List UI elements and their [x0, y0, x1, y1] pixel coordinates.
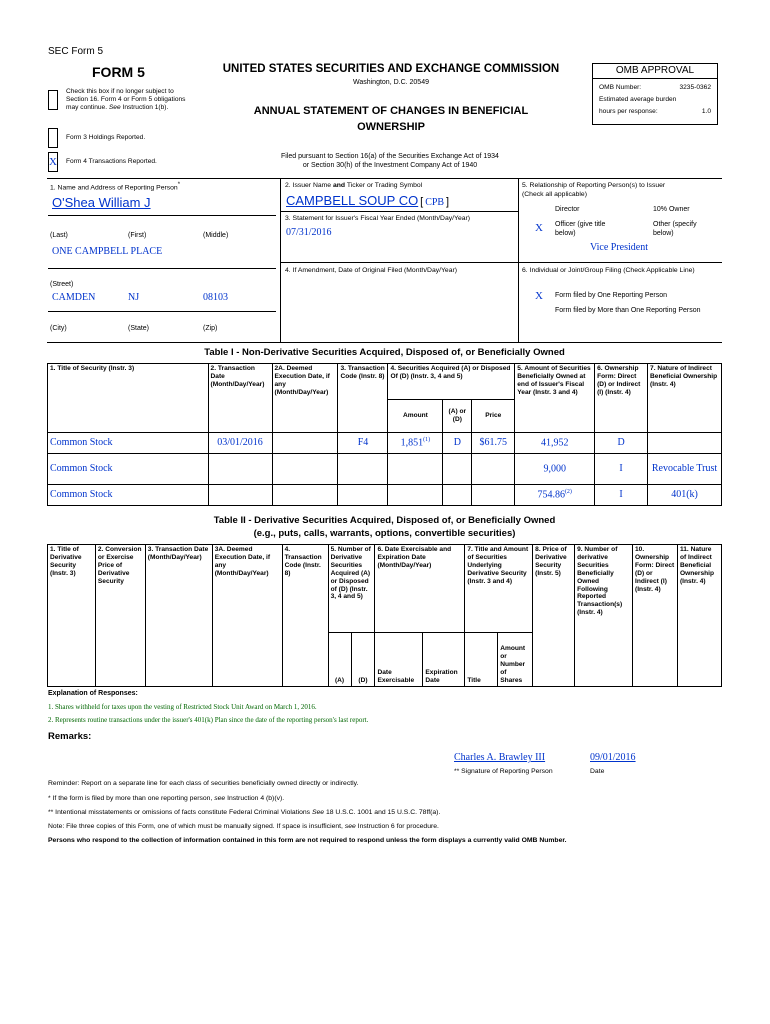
t1-aord	[443, 454, 472, 485]
t1-amount	[388, 454, 443, 485]
t2-h-owned: 9. Number of derivative Securities Beneficially Owned Following Reported Transaction(s) (Instr. 4)	[575, 545, 633, 687]
t2-h-price: 8. Price of Derivative Security (Instr. 5)	[533, 545, 575, 687]
t1-amount	[388, 485, 443, 506]
t1-form: D	[595, 433, 648, 454]
commission-title: UNITED STATES SECURITIES AND EXCHANGE COMMISSION	[222, 63, 560, 75]
checkbox-form4-transactions[interactable]: X	[48, 152, 58, 172]
t2-h-date-ex: Date Exercisable	[375, 633, 423, 687]
t2-h-form: 10. Ownership Form: Direct (D) or Indirect (I) (Instr. 4)	[633, 545, 678, 687]
signature-name: Charles A. Brawley III	[454, 752, 546, 763]
t1-h-aord: (A) or (D)	[443, 400, 472, 433]
omb-number-label: OMB Number:	[599, 84, 642, 91]
t1-h-securities: 4. Securities Acquired (A) or Disposed Of (D) (Instr. 3, 4 and 5)	[388, 364, 515, 400]
t1-price	[472, 454, 515, 485]
t2-h-exp: Expiration Date	[423, 633, 465, 687]
note-reminder: Reminder: Report on a separate line for each class of securities beneficially owned directly or indirectly.	[48, 780, 359, 787]
explanation-title: Explanation of Responses:	[48, 690, 138, 697]
zip-value: 08103	[203, 292, 228, 303]
omb-hours-label: hours per response:	[599, 108, 658, 115]
t2-h-number: 5. Number of Derivative Securities Acquired (A) or Disposed of (D) (Instr. 3, 4 and 5)	[328, 545, 375, 633]
t1-owned: 9,000	[515, 454, 595, 485]
checkbox-form3-holdings[interactable]	[48, 128, 58, 148]
signature-date: 09/01/2016	[590, 752, 636, 763]
t2-h-a: (A)	[328, 633, 351, 687]
other-option: Other (specify below)	[653, 221, 697, 238]
t1-h-code: 3. Transaction Code (Instr. 8)	[338, 364, 388, 433]
t1-code	[338, 485, 388, 506]
label-last: (Last)	[50, 232, 68, 239]
t2-h-date: 3. Transaction Date (Month/Day/Year)	[145, 545, 212, 687]
one-person-check[interactable]: X	[535, 290, 543, 302]
table2-title: Table II - Derivative Securities Acquired, Disposed of, or Beneficially Owned (e.g., puts, calls, warrants, options, convertible securities)	[213, 515, 556, 539]
fiscal-year-end: 07/31/2016	[286, 227, 332, 238]
t2-h-code: 4. Transaction Code (Instr. 8)	[282, 545, 328, 687]
label-street: (Street)	[50, 281, 74, 288]
t1-h-price: Price	[472, 400, 515, 433]
footnote-2: 2. Represents routine transactions under the issuer's 401(k) Plan since the date of the reporting person's last report.	[48, 716, 369, 724]
t1-title: Common Stock	[48, 485, 209, 506]
t1-date	[208, 485, 272, 506]
statement-title: ANNUAL STATEMENT OF CHANGES IN BENEFICIAL OWNERSHIP	[253, 105, 529, 133]
t1-h-amount: Amount	[388, 400, 443, 433]
label-city: (City)	[50, 325, 67, 332]
t2-h-amount: Amount or Number of Shares	[498, 633, 533, 687]
t1-h-title: 1. Title of Security (Instr. 3)	[48, 364, 209, 433]
street-value: ONE CAMPBELL PLACE	[52, 246, 163, 257]
footnote-1: 1. Shares withheld for taxes upon the vesting of Restricted Stock Unit Award on March 1, 2016.	[48, 703, 317, 711]
officer-title: Vice President	[590, 242, 648, 253]
omb-burden-label: Estimated average burden	[599, 96, 677, 103]
t1-deemed	[272, 454, 338, 485]
omb-number-value: 3235-0362	[679, 84, 711, 91]
one-person-option: Form filed by One Reporting Person	[555, 292, 668, 299]
state-value: NJ	[128, 292, 140, 303]
t2-h-conversion: 2. Conversion or Exercise Price of Derivative Security	[95, 545, 145, 687]
t1-aord: D	[443, 433, 472, 454]
t1-nature: 401(k)	[648, 485, 722, 506]
more-person-option: Form filed by More than One Reporting Person	[555, 307, 701, 314]
t2-h-exercisable: 6. Date Exercisable and Expiration Date (Month/Day/Year)	[375, 545, 465, 633]
form-title: FORM 5	[92, 64, 145, 80]
t2-h-underlying: 7. Title and Amount of Securities Underlying Derivative Security (Instr. 3 and 4)	[465, 545, 533, 633]
table-row	[48, 433, 722, 454]
box2-label: 2. Issuer Name and Ticker or Trading Symbol	[285, 182, 423, 189]
label-state: (State)	[128, 325, 150, 332]
issuer-name: CAMPBELL SOUP CO	[286, 193, 419, 208]
box3-label: 3. Statement for Issuer's Fiscal Year Ended (Month/Day/Year)	[285, 215, 471, 222]
t1-h-nature: 7. Nature of Indirect Beneficial Ownership (Instr. 4)	[648, 364, 722, 433]
t1-aord	[443, 485, 472, 506]
t1-deemed	[272, 433, 338, 454]
signature-label: ** Signature of Reporting Person	[454, 768, 553, 775]
t2-h-title2: Title	[465, 633, 498, 687]
checkbox-1-text: Check this box if no longer subject to Section 16. Form 4 or Form 5 obligations may continue. See Instruction 1(b).	[66, 88, 186, 112]
t1-price: $61.75	[472, 433, 515, 454]
note-1: * If the form is filed by more than one reporting person, see Instruction 4 (b)(v).	[48, 795, 285, 802]
checkbox-2-text: Form 3 Holdings Reported.	[66, 134, 146, 141]
sec-form-label: SEC Form 5	[48, 46, 104, 57]
officer-check[interactable]: X	[535, 222, 543, 234]
t1-h-owned: 5. Amount of Securities Beneficially Owned at end of Issuer's Fiscal Year (Instr. 3 and 4)	[515, 364, 595, 433]
city-value: CAMDEN	[52, 292, 96, 303]
box4-label: 4. If Amendment, Date of Original Filed (Month/Day/Year)	[285, 267, 458, 274]
t1-nature: Revocable Trust	[648, 454, 722, 485]
t1-title: Common Stock	[48, 433, 209, 454]
t1-owned: 754.86$^{(2)}$	[515, 485, 595, 506]
commission-location: Washington, D.C. 20549	[352, 79, 429, 86]
t1-code	[338, 454, 388, 485]
t1-owned: 41,952	[515, 433, 595, 454]
table1-title: Table I - Non-Derivative Securities Acquired, Disposed of, or Beneficially Owned	[204, 347, 565, 358]
t1-h-deemed: 2A. Deemed Execution Date, if any (Month/Day/Year)	[272, 364, 338, 433]
box5-label: 5. Relationship of Reporting Person(s) to Issuer (Check all applicable)	[522, 182, 666, 198]
t2-h-nature: 11. Nature of Indirect Beneficial Ownership (Instr. 4)	[677, 545, 721, 687]
t2-h-title: 1. Title of Derivative Security (Instr. 3)	[48, 545, 96, 687]
t1-h-date: 2. Transaction Date (Month/Day/Year)	[208, 364, 272, 433]
box1-label: 1. Name and Address of Reporting Person*	[50, 182, 181, 192]
t1-form: I	[595, 454, 648, 485]
t1-h-form: 6. Ownership Form: Direct (D) or Indirect (I) (Instr. 4)	[595, 364, 648, 433]
date-label: Date	[590, 768, 605, 775]
label-middle: (Middle)	[203, 232, 229, 239]
t1-deemed	[272, 485, 338, 506]
note-2: ** Intentional misstatements or omissions of facts constitute Federal Criminal Violations See 18 U.S.C. 1001 and 15 U.S.C. 78ff(a).	[48, 809, 441, 816]
table1	[47, 363, 722, 506]
omb-box	[592, 63, 718, 125]
omb-hours-value: 1.0	[701, 108, 711, 115]
t1-date	[208, 454, 272, 485]
officer-option: Officer (give title below)	[555, 221, 606, 238]
omb-title: OMB APPROVAL	[593, 64, 717, 79]
table-row	[48, 454, 722, 485]
table2	[47, 544, 722, 687]
filed-pursuant: Filed pursuant to Section 16(a) of the Securities Exchange Act of 1934 or Section 30(h) of the Investment Company Act of 1940	[281, 153, 499, 170]
t1-title: Common Stock	[48, 454, 209, 485]
director-option: Director	[555, 206, 580, 213]
note-3: Note: File three copies of this Form, one of which must be manually signed. If space is insufficient, see Instruction 6 for procedure.	[48, 823, 439, 830]
ten-pct-owner-option: 10% Owner	[653, 206, 690, 213]
checkbox-3-text: Form 4 Transactions Reported.	[66, 158, 157, 165]
note-omb: Persons who respond to the collection of information contained in this form are not required to respond unless the form displays a currently valid OMB Number.	[48, 837, 567, 844]
remarks-title: Remarks:	[48, 731, 92, 742]
t1-date: 03/01/2016	[208, 433, 272, 454]
t2-h-d: (D)	[351, 633, 375, 687]
issuer-line: CAMPBELL SOUP CO [ CPB ]	[286, 193, 450, 208]
box6-label: 6. Individual or Joint/Group Filing (Check Applicable Line)	[522, 267, 695, 274]
t1-form: I	[595, 485, 648, 506]
reporting-person-name: O'Shea William J	[52, 195, 151, 210]
t1-amount: 1,851$^{(1)}$	[388, 433, 443, 454]
t2-h-deemed: 3A. Deemed Execution Date, if any (Month/Day/Year)	[212, 545, 282, 687]
t1-price	[472, 485, 515, 506]
t1-code: F4	[338, 433, 388, 454]
label-zip: (Zip)	[203, 325, 218, 332]
t1-nature	[648, 433, 722, 454]
table-row	[48, 485, 722, 506]
ticker: CPB	[425, 197, 445, 208]
label-first: (First)	[128, 232, 147, 239]
checkbox-no-longer-subject[interactable]	[48, 90, 58, 110]
